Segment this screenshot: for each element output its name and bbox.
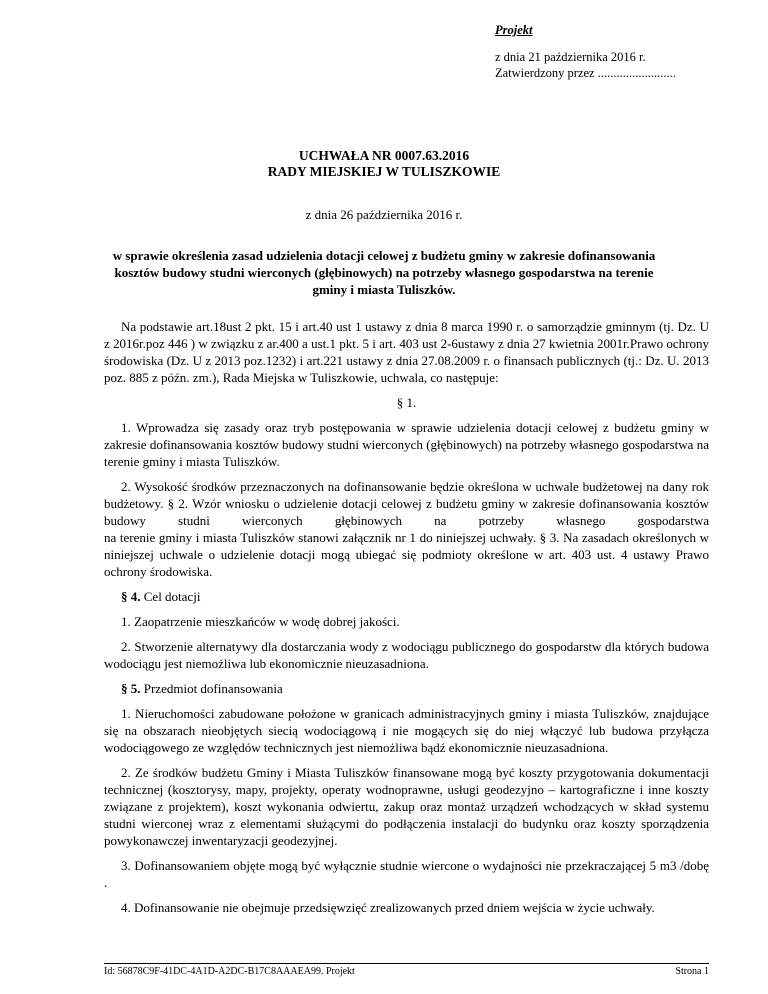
section-5-heading <box>104 680 709 697</box>
section-5-mark: § 5. <box>121 681 141 696</box>
section-4-title: Cel dotacji <box>140 589 201 604</box>
footer-divider <box>104 963 709 964</box>
section-4-mark: § 4. <box>121 589 141 604</box>
section-5-paragraph-2: 2. Ze środków budżetu Gminy i Miasta Tuliszków finansowane mogą być koszty przygotowania dokumentacji technicznej (kosztorysy, mapy, projekty, operaty wodnoprawne, usługi geodezyjno – kartograficzne i inne koszty związane z projektem), koszt wykonania odwiertu, zakup oraz montaż urządzeń wchodzących w skład systemu studni wierconej wraz z elementami służącymi do podłączenia instalacji do budynku oraz koszty sporządzenia powykonawczej inwentaryzacji geodezyjnej. <box>104 765 709 848</box>
council-name: RADY MIEJSKIEJ W TULISZKOWIE <box>267 164 501 179</box>
section-1-paragraph-2-continued: na terenie gminy i miasta Tuliszków stanowi załącznik nr 1 do niniejszej uchwały. § 3. Na zasadach określonych w niniejszej uchwale o udzielenie dotacji mogą ubiegać się podmioty określone w art. 403 ust. 4 ustawy Prawo ochrony środowiska. <box>104 530 709 579</box>
section-1-paragraph-2: 2. Wysokość środków przeznaczonych na dofinansowanie będzie określona w uchwale budżetowej na dany rok budżetowy. § 2. Wzór wniosku o udzielenie dotacji celowej z budżetu gminy w zakresie dofinansowania kosztów budowy studni wierconych głębinowych na potrzeby własnego gospodarstwa <box>104 479 709 528</box>
draft-date: z dnia 21 października 2016 r. <box>495 50 646 64</box>
section-4-paragraph-1: 1. Zaopatrzenie mieszkańców w wodę dobrej jakości. <box>121 614 400 629</box>
draft-header <box>495 22 676 81</box>
resolution-title <box>100 148 668 180</box>
resolution-number: UCHWAŁA NR 0007.63.2016 <box>298 148 470 163</box>
section-5-paragraph-4: 4. Dofinansowanie nie obejmuje przedsięwzięć zrealizowanych przed dniem wejścia w życie uchwały. <box>121 900 655 915</box>
page-number: Strona 1 <box>675 966 709 977</box>
section-4-paragraph-2: 2. Stworzenie alternatywy dla dostarczania wody z wodociągu publicznego do gospodarstw dla których budowa wodociągu jest niemożliwa lub ekonomicznie nieuzasadniona. <box>104 639 709 671</box>
section-5-paragraph-1: 1. Nieruchomości zabudowane położone w granicach administracyjnych gminy i miasta Tuliszków, znajdujące się na obszarach nieobjętych siecią wodociągową i nie mogących się do niej włączyć lub budowa przyłącza wodociągowego ze względów technicznych jest niemożliwa bądź ekonomicznie nieuzasadniona. <box>104 706 709 755</box>
legal-basis: Na podstawie art.18ust 2 pkt. 15 i art.40 ust 1 ustawy z dnia 8 marca 1990 r. o samorządzie gminnym (tj. Dz. U z 2016r.poz 446 ) w związku z ar.400 a ust.1 pkt. 5 i art. 403 ust 2-6ustawy z dnia 27 kwietnia 2001r.Prawo ochrony środowiska (Dz. U z 2013 poz.1232) i art.221 ustawy z dnia 27.08.2009 r. o finansach publicznych (tj.: Dz. U. 2013 poz. 885 z późn. zm.), Rada Miejska w Tuliszkowie, uchwala, co następuje: <box>104 319 709 385</box>
section-5-title: Przedmiot dofinansowania <box>140 681 283 696</box>
document-body <box>104 318 709 916</box>
section-1-mark: § 1. <box>396 395 417 410</box>
section-5-paragraph-3: 3. Dofinansowaniem objęte mogą być wyłącznie studnie wiercone o wydajności nie przekraczającej 5 m3 /dobę . <box>104 858 709 890</box>
section-1-paragraph-1: 1. Wprowadza się zasady oraz tryb postępowania w sprawie udzielenia dotacji celowej z budżetu gminy w zakresie dofinansowania kosztów budowy studni wierconych (głębinowych) na potrzeby własnego gospodarstwa na terenie gminy i miasta Tuliszków. <box>104 420 709 469</box>
resolution-date: z dnia 26 października 2016 r. <box>305 207 463 222</box>
draft-label: Projekt <box>495 23 533 37</box>
resolution-subject: w sprawie określenia zasad udzielenia dotacji celowej z budżetu gminy w zakresie dofinansowania kosztów budowy studni wierconych (głębinowych) na potrzeby własnego gospodarstwa na terenie gminy i miasta Tuliszków. <box>112 248 656 297</box>
section-4-heading <box>104 588 709 605</box>
document-id: Id: 56878C9F-41DC-4A1D-A2DC-B17C8AAAEA99. Projekt <box>104 966 355 977</box>
approved-by: Zatwierdzony przez ......................... <box>495 66 676 80</box>
